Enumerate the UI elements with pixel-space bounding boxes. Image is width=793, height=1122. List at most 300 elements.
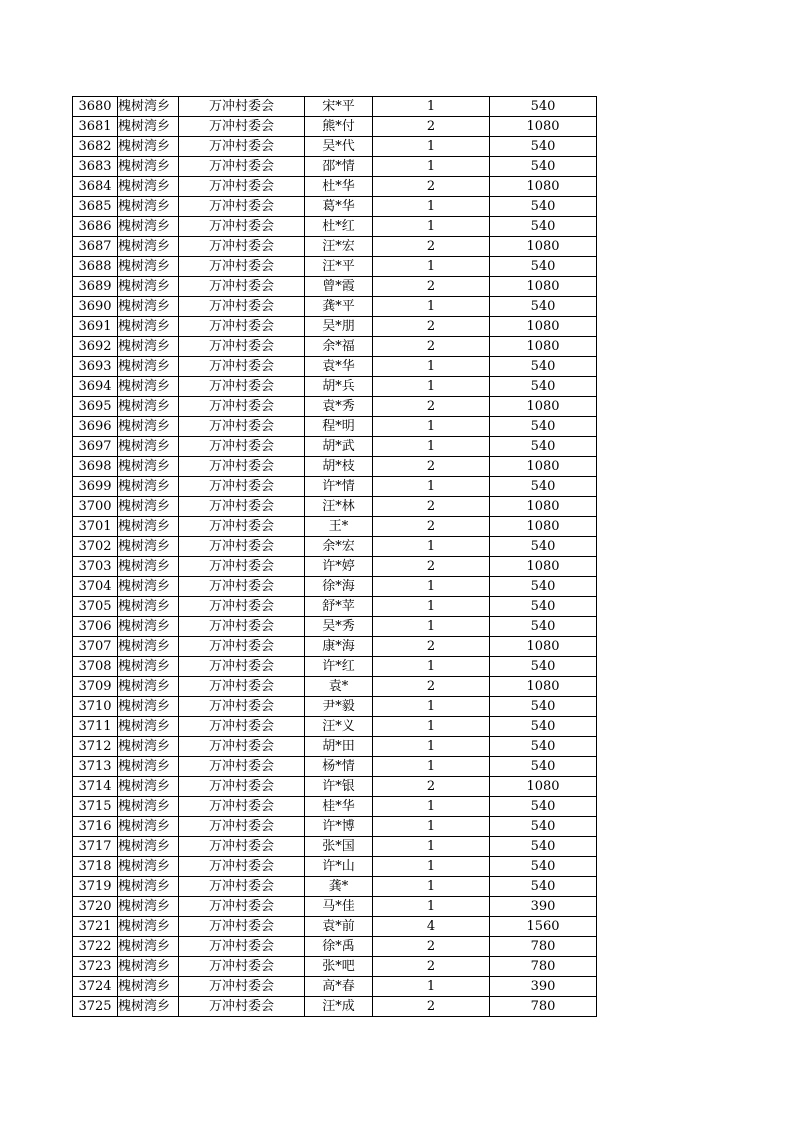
row-number-cell: 3683 [73, 157, 118, 177]
township-cell: 槐树湾乡 [118, 217, 179, 237]
table-row [73, 637, 597, 657]
village-committee-cell: 万冲村委会 [179, 957, 305, 977]
household-count-cell: 2 [373, 637, 490, 657]
village-committee-cell: 万冲村委会 [179, 257, 305, 277]
household-count-cell: 1 [373, 157, 490, 177]
row-number-cell: 3691 [73, 317, 118, 337]
row-number-cell: 3711 [73, 717, 118, 737]
household-count-cell: 1 [373, 877, 490, 897]
township-cell: 槐树湾乡 [118, 837, 179, 857]
township-cell: 槐树湾乡 [118, 777, 179, 797]
row-number-cell: 3709 [73, 677, 118, 697]
name-cell: 杨*情 [305, 757, 373, 777]
row-number-cell: 3712 [73, 737, 118, 757]
row-number-cell: 3720 [73, 897, 118, 917]
household-count-cell: 1 [373, 977, 490, 997]
household-count-cell: 2 [373, 677, 490, 697]
name-cell: 汪*林 [305, 497, 373, 517]
household-count-cell: 2 [373, 777, 490, 797]
row-number-cell: 3687 [73, 237, 118, 257]
village-committee-cell: 万冲村委会 [179, 877, 305, 897]
row-number-cell: 3704 [73, 577, 118, 597]
table-body [73, 97, 597, 1017]
household-count-cell: 1 [373, 737, 490, 757]
name-cell: 袁*华 [305, 357, 373, 377]
amount-cell: 1080 [490, 517, 597, 537]
township-cell: 槐树湾乡 [118, 697, 179, 717]
township-cell: 槐树湾乡 [118, 297, 179, 317]
name-cell: 熊*付 [305, 117, 373, 137]
village-committee-cell: 万冲村委会 [179, 157, 305, 177]
village-committee-cell: 万冲村委会 [179, 237, 305, 257]
name-cell: 许*山 [305, 857, 373, 877]
amount-cell: 540 [490, 357, 597, 377]
table-row [73, 997, 597, 1017]
name-cell: 袁*秀 [305, 397, 373, 417]
amount-cell: 540 [490, 157, 597, 177]
amount-cell: 1080 [490, 677, 597, 697]
amount-cell: 540 [490, 817, 597, 837]
row-number-cell: 3688 [73, 257, 118, 277]
name-cell: 汪*成 [305, 997, 373, 1017]
name-cell: 吴*代 [305, 137, 373, 157]
township-cell: 槐树湾乡 [118, 797, 179, 817]
amount-cell: 540 [490, 377, 597, 397]
township-cell: 槐树湾乡 [118, 417, 179, 437]
village-committee-cell: 万冲村委会 [179, 277, 305, 297]
row-number-cell: 3715 [73, 797, 118, 817]
village-committee-cell: 万冲村委会 [179, 897, 305, 917]
township-cell: 槐树湾乡 [118, 737, 179, 757]
village-committee-cell: 万冲村委会 [179, 357, 305, 377]
row-number-cell: 3696 [73, 417, 118, 437]
amount-cell: 540 [490, 297, 597, 317]
name-cell: 袁* [305, 677, 373, 697]
name-cell: 桂*华 [305, 797, 373, 817]
household-count-cell: 1 [373, 477, 490, 497]
row-number-cell: 3695 [73, 397, 118, 417]
household-count-cell: 1 [373, 297, 490, 317]
township-cell: 槐树湾乡 [118, 397, 179, 417]
township-cell: 槐树湾乡 [118, 177, 179, 197]
table-row [73, 737, 597, 757]
household-count-cell: 1 [373, 897, 490, 917]
table-row [73, 157, 597, 177]
row-number-cell: 3693 [73, 357, 118, 377]
amount-cell: 540 [490, 577, 597, 597]
township-cell: 槐树湾乡 [118, 517, 179, 537]
township-cell: 槐树湾乡 [118, 577, 179, 597]
household-count-cell: 1 [373, 817, 490, 837]
row-number-cell: 3700 [73, 497, 118, 517]
table-row [73, 817, 597, 837]
village-committee-cell: 万冲村委会 [179, 917, 305, 937]
table-row [73, 577, 597, 597]
village-committee-cell: 万冲村委会 [179, 717, 305, 737]
amount-cell: 540 [490, 837, 597, 857]
household-count-cell: 1 [373, 537, 490, 557]
village-committee-cell: 万冲村委会 [179, 197, 305, 217]
amount-cell: 1080 [490, 557, 597, 577]
table-row [73, 677, 597, 697]
township-cell: 槐树湾乡 [118, 637, 179, 657]
row-number-cell: 3685 [73, 197, 118, 217]
household-count-cell: 1 [373, 417, 490, 437]
row-number-cell: 3716 [73, 817, 118, 837]
village-committee-cell: 万冲村委会 [179, 637, 305, 657]
table-row [73, 777, 597, 797]
village-committee-cell: 万冲村委会 [179, 497, 305, 517]
household-count-cell: 1 [373, 697, 490, 717]
name-cell: 尹*毅 [305, 697, 373, 717]
township-cell: 槐树湾乡 [118, 437, 179, 457]
township-cell: 槐树湾乡 [118, 677, 179, 697]
household-count-cell: 1 [373, 257, 490, 277]
row-number-cell: 3703 [73, 557, 118, 577]
village-committee-cell: 万冲村委会 [179, 417, 305, 437]
name-cell: 许*情 [305, 477, 373, 497]
name-cell: 吴*朋 [305, 317, 373, 337]
name-cell: 许*红 [305, 657, 373, 677]
amount-cell: 1080 [490, 777, 597, 797]
village-committee-cell: 万冲村委会 [179, 757, 305, 777]
amount-cell: 780 [490, 937, 597, 957]
row-number-cell: 3725 [73, 997, 118, 1017]
name-cell: 葛*华 [305, 197, 373, 217]
name-cell: 余*宏 [305, 537, 373, 557]
village-committee-cell: 万冲村委会 [179, 577, 305, 597]
table-row [73, 97, 597, 117]
village-committee-cell: 万冲村委会 [179, 997, 305, 1017]
household-count-cell: 4 [373, 917, 490, 937]
row-number-cell: 3680 [73, 97, 118, 117]
amount-cell: 540 [490, 797, 597, 817]
amount-cell: 540 [490, 97, 597, 117]
row-number-cell: 3724 [73, 977, 118, 997]
row-number-cell: 3723 [73, 957, 118, 977]
amount-cell: 1080 [490, 337, 597, 357]
amount-cell: 540 [490, 597, 597, 617]
name-cell: 高*春 [305, 977, 373, 997]
household-count-cell: 1 [373, 197, 490, 217]
row-number-cell: 3706 [73, 617, 118, 637]
amount-cell: 1080 [490, 177, 597, 197]
village-committee-cell: 万冲村委会 [179, 657, 305, 677]
table-row [73, 277, 597, 297]
amount-cell: 540 [490, 537, 597, 557]
amount-cell: 780 [490, 997, 597, 1017]
table-row [73, 537, 597, 557]
amount-cell: 780 [490, 957, 597, 977]
table-row [73, 957, 597, 977]
village-committee-cell: 万冲村委会 [179, 797, 305, 817]
village-committee-cell: 万冲村委会 [179, 777, 305, 797]
village-committee-cell: 万冲村委会 [179, 517, 305, 537]
row-number-cell: 3697 [73, 437, 118, 457]
township-cell: 槐树湾乡 [118, 877, 179, 897]
amount-cell: 540 [490, 657, 597, 677]
township-cell: 槐树湾乡 [118, 457, 179, 477]
row-number-cell: 3710 [73, 697, 118, 717]
name-cell: 杜*华 [305, 177, 373, 197]
household-count-cell: 2 [373, 317, 490, 337]
amount-cell: 540 [490, 717, 597, 737]
township-cell: 槐树湾乡 [118, 237, 179, 257]
household-count-cell: 2 [373, 937, 490, 957]
name-cell: 舒*苹 [305, 597, 373, 617]
household-count-cell: 1 [373, 357, 490, 377]
household-count-cell: 2 [373, 957, 490, 977]
name-cell: 马*佳 [305, 897, 373, 917]
household-count-cell: 1 [373, 657, 490, 677]
amount-cell: 1080 [490, 637, 597, 657]
amount-cell: 540 [490, 217, 597, 237]
township-cell: 槐树湾乡 [118, 337, 179, 357]
village-committee-cell: 万冲村委会 [179, 617, 305, 637]
name-cell: 胡*武 [305, 437, 373, 457]
row-number-cell: 3714 [73, 777, 118, 797]
township-cell: 槐树湾乡 [118, 977, 179, 997]
village-committee-cell: 万冲村委会 [179, 937, 305, 957]
name-cell: 汪*宏 [305, 237, 373, 257]
village-committee-cell: 万冲村委会 [179, 177, 305, 197]
name-cell: 龚*平 [305, 297, 373, 317]
amount-cell: 1080 [490, 457, 597, 477]
township-cell: 槐树湾乡 [118, 717, 179, 737]
household-count-cell: 2 [373, 517, 490, 537]
village-committee-cell: 万冲村委会 [179, 217, 305, 237]
name-cell: 王* [305, 517, 373, 537]
table-row [73, 897, 597, 917]
row-number-cell: 3701 [73, 517, 118, 537]
household-count-cell: 2 [373, 997, 490, 1017]
village-committee-cell: 万冲村委会 [179, 117, 305, 137]
row-number-cell: 3721 [73, 917, 118, 937]
household-count-cell: 2 [373, 177, 490, 197]
name-cell: 程*明 [305, 417, 373, 437]
name-cell: 许*婷 [305, 557, 373, 577]
township-cell: 槐树湾乡 [118, 497, 179, 517]
amount-cell: 540 [490, 737, 597, 757]
household-count-cell: 1 [373, 857, 490, 877]
amount-cell: 1080 [490, 277, 597, 297]
township-cell: 槐树湾乡 [118, 997, 179, 1017]
village-committee-cell: 万冲村委会 [179, 677, 305, 697]
village-committee-cell: 万冲村委会 [179, 97, 305, 117]
township-cell: 槐树湾乡 [118, 257, 179, 277]
village-committee-cell: 万冲村委会 [179, 737, 305, 757]
amount-cell: 390 [490, 897, 597, 917]
village-committee-cell: 万冲村委会 [179, 137, 305, 157]
township-cell: 槐树湾乡 [118, 317, 179, 337]
village-committee-cell: 万冲村委会 [179, 837, 305, 857]
township-cell: 槐树湾乡 [118, 617, 179, 637]
household-count-cell: 1 [373, 757, 490, 777]
amount-cell: 540 [490, 477, 597, 497]
village-committee-cell: 万冲村委会 [179, 597, 305, 617]
household-count-cell: 1 [373, 797, 490, 817]
village-committee-cell: 万冲村委会 [179, 337, 305, 357]
row-number-cell: 3689 [73, 277, 118, 297]
row-number-cell: 3682 [73, 137, 118, 157]
amount-cell: 1560 [490, 917, 597, 937]
amount-cell: 540 [490, 697, 597, 717]
row-number-cell: 3707 [73, 637, 118, 657]
household-count-cell: 2 [373, 117, 490, 137]
data-table [72, 96, 597, 1017]
table-row [73, 477, 597, 497]
village-committee-cell: 万冲村委会 [179, 397, 305, 417]
household-count-cell: 1 [373, 617, 490, 637]
table-row [73, 437, 597, 457]
row-number-cell: 3722 [73, 937, 118, 957]
township-cell: 槐树湾乡 [118, 137, 179, 157]
table-row [73, 417, 597, 437]
table-row [73, 297, 597, 317]
township-cell: 槐树湾乡 [118, 897, 179, 917]
table-row [73, 117, 597, 137]
amount-cell: 1080 [490, 317, 597, 337]
village-committee-cell: 万冲村委会 [179, 817, 305, 837]
village-committee-cell: 万冲村委会 [179, 297, 305, 317]
row-number-cell: 3681 [73, 117, 118, 137]
amount-cell: 540 [490, 197, 597, 217]
name-cell: 曾*霞 [305, 277, 373, 297]
township-cell: 槐树湾乡 [118, 277, 179, 297]
table-row [73, 517, 597, 537]
table-row [73, 217, 597, 237]
row-number-cell: 3684 [73, 177, 118, 197]
village-committee-cell: 万冲村委会 [179, 857, 305, 877]
township-cell: 槐树湾乡 [118, 537, 179, 557]
amount-cell: 540 [490, 137, 597, 157]
household-count-cell: 1 [373, 577, 490, 597]
name-cell: 康*海 [305, 637, 373, 657]
amount-cell: 1080 [490, 497, 597, 517]
name-cell: 许*银 [305, 777, 373, 797]
name-cell: 龚* [305, 877, 373, 897]
name-cell: 汪*平 [305, 257, 373, 277]
amount-cell: 540 [490, 617, 597, 637]
row-number-cell: 3692 [73, 337, 118, 357]
amount-cell: 390 [490, 977, 597, 997]
household-count-cell: 1 [373, 597, 490, 617]
table-row [73, 977, 597, 997]
household-count-cell: 2 [373, 557, 490, 577]
name-cell: 张*吧 [305, 957, 373, 977]
name-cell: 徐*海 [305, 577, 373, 597]
table-row [73, 497, 597, 517]
table-row [73, 177, 597, 197]
township-cell: 槐树湾乡 [118, 757, 179, 777]
amount-cell: 540 [490, 417, 597, 437]
table-row [73, 857, 597, 877]
township-cell: 槐树湾乡 [118, 357, 179, 377]
village-committee-cell: 万冲村委会 [179, 317, 305, 337]
household-count-cell: 2 [373, 337, 490, 357]
table-row [73, 697, 597, 717]
name-cell: 吴*秀 [305, 617, 373, 637]
table-row [73, 617, 597, 637]
table-row [73, 337, 597, 357]
name-cell: 胡*枝 [305, 457, 373, 477]
household-count-cell: 1 [373, 717, 490, 737]
township-cell: 槐树湾乡 [118, 557, 179, 577]
name-cell: 袁*前 [305, 917, 373, 937]
table-row [73, 257, 597, 277]
village-committee-cell: 万冲村委会 [179, 537, 305, 557]
township-cell: 槐树湾乡 [118, 477, 179, 497]
name-cell: 胡*兵 [305, 377, 373, 397]
name-cell: 杜*红 [305, 217, 373, 237]
table-row [73, 457, 597, 477]
table-row [73, 877, 597, 897]
name-cell: 徐*禹 [305, 937, 373, 957]
village-committee-cell: 万冲村委会 [179, 437, 305, 457]
name-cell: 胡*田 [305, 737, 373, 757]
township-cell: 槐树湾乡 [118, 957, 179, 977]
name-cell: 张*国 [305, 837, 373, 857]
household-count-cell: 1 [373, 217, 490, 237]
table-row [73, 397, 597, 417]
township-cell: 槐树湾乡 [118, 157, 179, 177]
table-row [73, 917, 597, 937]
township-cell: 槐树湾乡 [118, 197, 179, 217]
name-cell: 许*博 [305, 817, 373, 837]
township-cell: 槐树湾乡 [118, 597, 179, 617]
table-row [73, 797, 597, 817]
household-count-cell: 1 [373, 137, 490, 157]
household-count-cell: 2 [373, 277, 490, 297]
amount-cell: 540 [490, 877, 597, 897]
village-committee-cell: 万冲村委会 [179, 457, 305, 477]
township-cell: 槐树湾乡 [118, 817, 179, 837]
row-number-cell: 3708 [73, 657, 118, 677]
table-row [73, 377, 597, 397]
household-count-cell: 1 [373, 837, 490, 857]
township-cell: 槐树湾乡 [118, 857, 179, 877]
amount-cell: 540 [490, 257, 597, 277]
amount-cell: 1080 [490, 237, 597, 257]
township-cell: 槐树湾乡 [118, 377, 179, 397]
table-row [73, 317, 597, 337]
row-number-cell: 3702 [73, 537, 118, 557]
row-number-cell: 3705 [73, 597, 118, 617]
village-committee-cell: 万冲村委会 [179, 477, 305, 497]
name-cell: 余*福 [305, 337, 373, 357]
table-row [73, 937, 597, 957]
name-cell: 邵*情 [305, 157, 373, 177]
table-row [73, 237, 597, 257]
table-row [73, 757, 597, 777]
township-cell: 槐树湾乡 [118, 937, 179, 957]
table-row [73, 657, 597, 677]
household-count-cell: 2 [373, 497, 490, 517]
township-cell: 槐树湾乡 [118, 97, 179, 117]
row-number-cell: 3717 [73, 837, 118, 857]
household-count-cell: 2 [373, 397, 490, 417]
table-row [73, 557, 597, 577]
row-number-cell: 3713 [73, 757, 118, 777]
township-cell: 槐树湾乡 [118, 917, 179, 937]
amount-cell: 540 [490, 437, 597, 457]
amount-cell: 1080 [490, 117, 597, 137]
village-committee-cell: 万冲村委会 [179, 697, 305, 717]
village-committee-cell: 万冲村委会 [179, 377, 305, 397]
township-cell: 槐树湾乡 [118, 657, 179, 677]
row-number-cell: 3694 [73, 377, 118, 397]
table-row [73, 137, 597, 157]
